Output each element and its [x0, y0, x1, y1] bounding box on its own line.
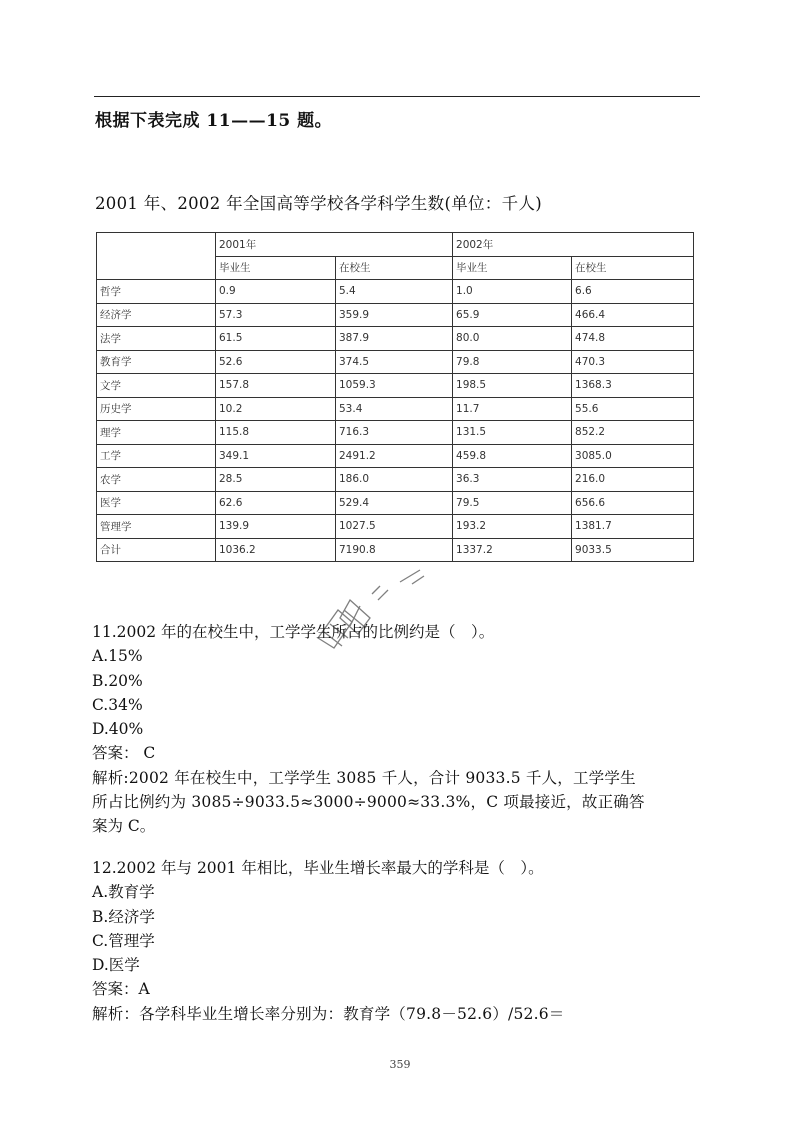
header-enrolled-2002: 在校生	[572, 256, 694, 280]
table-row	[97, 491, 694, 515]
cell-enrolled-2001: 186.0	[336, 468, 453, 492]
table-row	[97, 327, 694, 351]
page-number: 359	[389, 1058, 411, 1071]
cell-enrolled-2002: 6.6	[572, 280, 694, 304]
cell-enrolled-2002: 852.2	[572, 421, 694, 445]
cell-enrolled-2002: 1368.3	[572, 374, 694, 398]
table-row	[97, 515, 694, 539]
cell-enrolled-2002: 216.0	[572, 468, 694, 492]
cell-graduates-2001: 62.6	[216, 491, 336, 515]
q12-option-d: D.医学	[92, 956, 140, 975]
cell-enrolled-2001: 387.9	[336, 327, 453, 351]
q11-option-b: B.20%	[92, 671, 143, 690]
header-enrolled-2001: 在校生	[336, 256, 453, 280]
header-rule	[94, 96, 700, 97]
question-12-text: 12.2002 年与 2001 年相比，毕业生增长率最大的学科是（ ）。	[92, 859, 544, 877]
table-row	[97, 350, 694, 374]
cell-subject: 法学	[97, 327, 216, 351]
cell-graduates-2002: 1.0	[453, 280, 572, 304]
cell-enrolled-2002: 1381.7	[572, 515, 694, 539]
cell-enrolled-2002: 470.3	[572, 350, 694, 374]
header-graduates-2001: 毕业生	[216, 256, 336, 280]
cell-graduates-2002: 459.8	[453, 444, 572, 468]
cell-graduates-2002: 131.5	[453, 421, 572, 445]
table-row	[97, 280, 694, 304]
q12-option-b: B.经济学	[92, 907, 155, 926]
header-year-2001: 2001年	[216, 233, 453, 257]
student-count-table	[96, 232, 694, 562]
q11-option-a: A.15%	[92, 647, 143, 666]
question-11-block	[92, 620, 645, 839]
table-row	[97, 538, 694, 562]
cell-subject: 管理学	[97, 515, 216, 539]
cell-graduates-2001: 61.5	[216, 327, 336, 351]
header-year-2002: 2002年	[453, 233, 694, 257]
cell-enrolled-2002: 466.4	[572, 303, 694, 327]
cell-subject: 工学	[97, 444, 216, 468]
cell-graduates-2002: 79.8	[453, 350, 572, 374]
table-row	[97, 444, 694, 468]
cell-enrolled-2001: 2491.2	[336, 444, 453, 468]
q12-option-c: C.管理学	[92, 931, 155, 950]
cell-graduates-2001: 139.9	[216, 515, 336, 539]
cell-graduates-2002: 193.2	[453, 515, 572, 539]
q11-analysis-line-3: 案为 C。	[92, 817, 156, 836]
cell-graduates-2001: 10.2	[216, 397, 336, 421]
q12-answer: 答案：A	[92, 980, 150, 999]
cell-subject: 文学	[97, 374, 216, 398]
q11-option-d: D.40%	[92, 720, 144, 739]
cell-subject: 经济学	[97, 303, 216, 327]
section-heading: 根据下表完成 11——15 题。	[95, 111, 333, 131]
cell-graduates-2001: 157.8	[216, 374, 336, 398]
cell-enrolled-2001: 7190.8	[336, 538, 453, 562]
table-row	[97, 397, 694, 421]
table-row	[97, 421, 694, 445]
cell-subject: 医学	[97, 491, 216, 515]
cell-enrolled-2001: 374.5	[336, 350, 453, 374]
cell-enrolled-2002: 9033.5	[572, 538, 694, 562]
cell-graduates-2001: 52.6	[216, 350, 336, 374]
cell-enrolled-2001: 5.4	[336, 280, 453, 304]
cell-graduates-2001: 57.3	[216, 303, 336, 327]
cell-graduates-2001: 115.8	[216, 421, 336, 445]
cell-graduates-2002: 80.0	[453, 327, 572, 351]
q11-analysis-line-1: 解析:2002 年在校生中，工学学生 3085 千人，合计 9033.5 千人，工学学生	[92, 768, 636, 787]
cell-graduates-2002: 198.5	[453, 374, 572, 398]
cell-graduates-2002: 36.3	[453, 468, 572, 492]
q11-analysis-line-2: 所占比例约为 3085÷9033.5≈3000÷9000≈33.3%，C 项最接近，故正确答	[92, 793, 645, 812]
cell-graduates-2002: 11.7	[453, 397, 572, 421]
cell-subject: 理学	[97, 421, 216, 445]
question-12-block	[92, 856, 564, 1026]
header-graduates-2002: 毕业生	[453, 256, 572, 280]
cell-enrolled-2001: 53.4	[336, 397, 453, 421]
table-row	[97, 303, 694, 327]
cell-graduates-2001: 0.9	[216, 280, 336, 304]
table-caption: 2001 年、2002 年全国高等学校各学科学生数(单位：千人)	[95, 194, 542, 213]
q11-option-c: C.34%	[92, 695, 143, 714]
cell-graduates-2001: 28.5	[216, 468, 336, 492]
table-row	[97, 468, 694, 492]
cell-subject: 教育学	[97, 350, 216, 374]
cell-enrolled-2001: 1027.5	[336, 515, 453, 539]
cell-enrolled-2002: 55.6	[572, 397, 694, 421]
q12-analysis-line-1: 解析：各学科毕业生增长率分别为：教育学（79.8－52.6）/52.6＝	[92, 1004, 565, 1023]
table-corner-cell	[97, 233, 216, 280]
table-row	[97, 374, 694, 398]
cell-enrolled-2002: 656.6	[572, 491, 694, 515]
cell-graduates-2001: 349.1	[216, 444, 336, 468]
cell-graduates-2002: 79.5	[453, 491, 572, 515]
table-header-row-years	[97, 233, 694, 257]
cell-enrolled-2001: 529.4	[336, 491, 453, 515]
cell-graduates-2002: 65.9	[453, 303, 572, 327]
cell-enrolled-2001: 359.9	[336, 303, 453, 327]
q12-option-a: A.教育学	[92, 883, 155, 902]
cell-graduates-2002: 1337.2	[453, 538, 572, 562]
question-11-text: 11.2002 年的在校生中，工学学生所占的比例约是（ ）。	[92, 623, 495, 641]
cell-enrolled-2002: 3085.0	[572, 444, 694, 468]
cell-subject: 合计	[97, 538, 216, 562]
cell-graduates-2001: 1036.2	[216, 538, 336, 562]
cell-enrolled-2002: 474.8	[572, 327, 694, 351]
cell-subject: 哲学	[97, 280, 216, 304]
q11-answer: 答案： C	[92, 744, 156, 763]
cell-enrolled-2001: 1059.3	[336, 374, 453, 398]
cell-subject: 历史学	[97, 397, 216, 421]
cell-subject: 农学	[97, 468, 216, 492]
cell-enrolled-2001: 716.3	[336, 421, 453, 445]
